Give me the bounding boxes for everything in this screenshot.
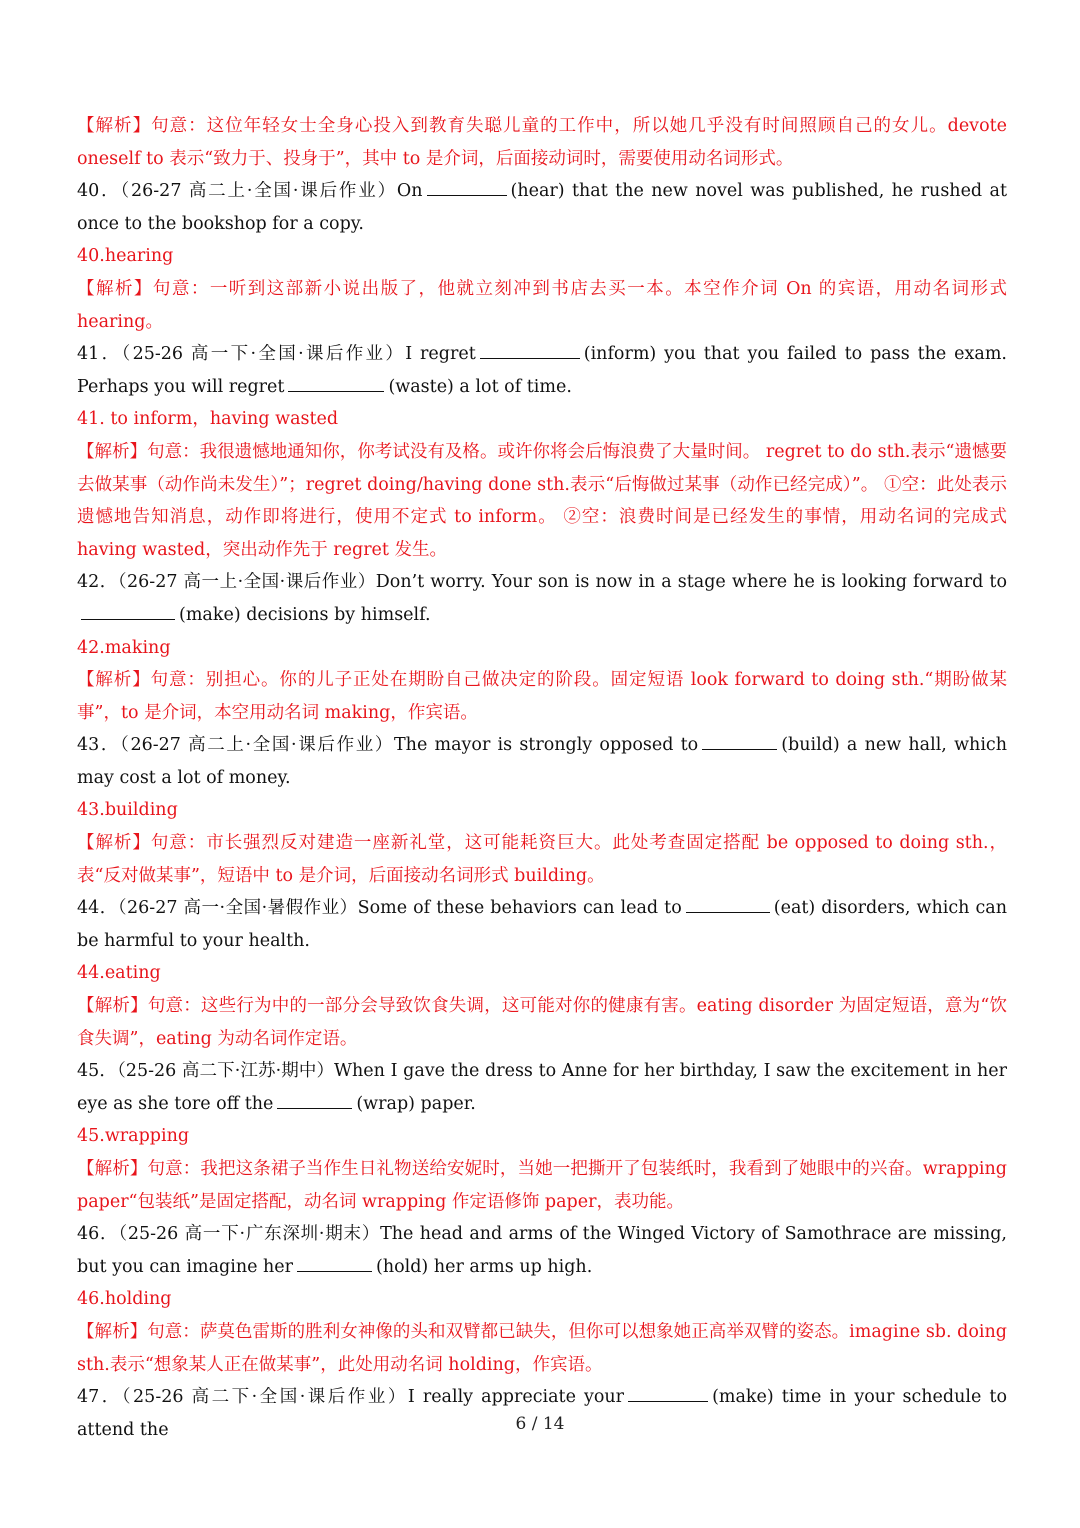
question-46: 46．（25-26 高一下·广东深圳·期末）The head and arms of the Winged Victory of Samothrace are missing, but you can imagine her (hold) her arms up high. <box>77 1224 1007 1277</box>
question-41: 41．（25-26 高一下·全国·课后作业）I regret (inform) you that you failed to pass the exam. Perhaps you will regret (waste) a lot of time. <box>77 344 1007 397</box>
analysis-46: 【解析】句意：萨莫色雷斯的胜利女神像的头和双臂都已缺失，但你可以想象她正高举双臂的姿态。imagine sb. doing sth.表示“想象某人正在做某事”，此处用动名词 holding，作宾语。 <box>77 1321 1007 1375</box>
answer-43: 43.building <box>77 800 178 821</box>
question-45: 45．（25-26 高二下·江苏·期中）When I gave the dress to Anne for her birthday, I saw the excitement in her eye as she tore off the (wrap) paper. <box>77 1061 1007 1114</box>
answer-45: 45.wrapping <box>77 1126 190 1147</box>
answer-blank[interactable] <box>628 1400 708 1402</box>
question-44: 44．（26-27 高一·全国·暑假作业）Some of these behaviors can lead to (eat) disorders, which can be harmful to your health. <box>77 898 1007 951</box>
document-body <box>77 110 1007 1446</box>
question-47: 47．（25-26 高二下·全国·课后作业）I really appreciate your (make) time in your schedule to attend the <box>77 1387 1007 1440</box>
answer-blank[interactable] <box>81 618 175 620</box>
analysis-39: 【解析】句意：这位年轻女士全身心投入到教育失聪儿童的工作中，所以她几乎没有时间照顾自己的女儿。devote oneself to 表示“致力于、投身于”，其中 to 是介词，后面接动词时，需要使用动名词形式。 <box>77 116 1007 169</box>
question-42: 42．（26-27 高一上·全国·课后作业）Don’t worry. Your son is now in a stage where he is looking forward to (make) decisions by himself. <box>77 572 1007 625</box>
answer-46: 46.holding <box>77 1289 172 1310</box>
analysis-44: 【解析】句意：这些行为中的一部分会导致饮食失调，这可能对你的健康有害。eating disorder 为固定短语，意为“饮食失调”，eating 为动名词作定语。 <box>77 996 1007 1049</box>
answer-blank[interactable] <box>427 194 507 196</box>
analysis-42: 【解析】句意：别担心。你的儿子正处在期盼自己做决定的阶段。固定短语 look forward to doing sth.“期盼做某事”，to 是介词，本空用动名词 making，作宾语。 <box>77 670 1007 723</box>
answer-40: 40.hearing <box>77 246 174 267</box>
answer-blank[interactable] <box>288 390 384 392</box>
analysis-40: 【解析】句意：一听到这部新小说出版了，他就立刻冲到书店去买一本。本空作介词 On 的宾语，用动名词形式 hearing。 <box>77 278 1007 332</box>
answer-42: 42.making <box>77 637 171 658</box>
answer-blank[interactable] <box>480 357 580 359</box>
answer-blank[interactable] <box>297 1270 372 1272</box>
page-number: 6 / 14 <box>515 1414 565 1434</box>
analysis-43: 【解析】句意：市长强烈反对建造一座新礼堂，这可能耗资巨大。此处考查固定搭配 be opposed to doing sth.，表“反对做某事”，短语中 to 是介词，后面接动名词形式 building。 <box>77 833 1007 886</box>
answer-blank[interactable] <box>702 748 777 750</box>
analysis-41: 【解析】句意：我很遗憾地通知你，你考试没有及格。或许你将会后悔浪费了大量时间。 regret to do sth.表示“遗憾要去做某事（动作尚未发生）”；regret doing/having done sth.表示“后悔做过某事（动作已经完成）”。 ①空：此处表示遗憾地告知消息，动作即将进行，使用不定式 to inform。 ②空：浪费时间是已经发生的事情，用动名词的完成式 having wasted，突出动作先于 regret 发生。 <box>77 441 1007 560</box>
answer-blank[interactable] <box>277 1107 352 1109</box>
answer-44: 44.eating <box>77 963 161 984</box>
answer-blank[interactable] <box>686 911 770 913</box>
question-40: 40．（26-27 高二上·全国·课后作业）On (hear) that the new novel was published, he rushed at once to the bookshop for a copy. <box>77 181 1007 234</box>
question-43: 43．（26-27 高二上·全国·课后作业）The mayor is strongly opposed to (build) a new hall, which may cost a lot of money. <box>77 735 1007 788</box>
answer-41: 41. to inform，having wasted <box>77 409 339 430</box>
analysis-45: 【解析】句意：我把这条裙子当作生日礼物送给安妮时，当她一把撕开了包装纸时，我看到了她眼中的兴奋。wrapping paper“包装纸”是固定搭配，动名词 wrapping 作定语修饰 paper，表功能。 <box>77 1159 1007 1212</box>
